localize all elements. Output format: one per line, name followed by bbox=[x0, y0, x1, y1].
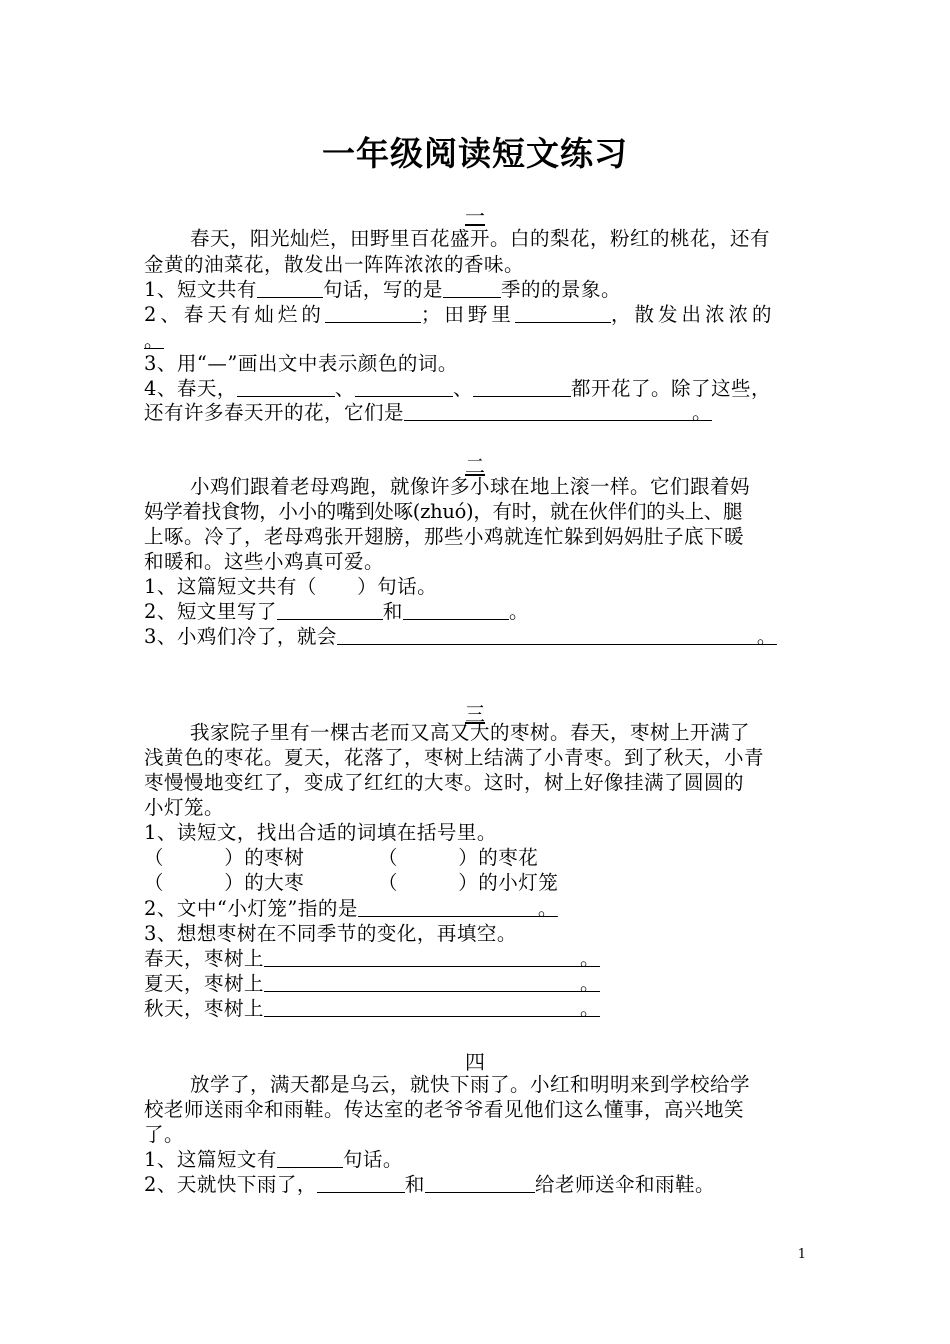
question-2-3 bbox=[144, 624, 777, 650]
section-heading-1: 一 bbox=[465, 204, 485, 228]
passage-line: 小灯笼。 bbox=[144, 796, 225, 819]
answer-blank[interactable] bbox=[277, 1147, 343, 1168]
pair-item: （ ）的大枣 bbox=[144, 871, 305, 894]
question-text: 。 bbox=[580, 972, 601, 995]
question-text: 句话，写的是 bbox=[322, 278, 443, 301]
question-text: 。 bbox=[537, 897, 558, 920]
question-text: 都开花了。除了这些， bbox=[570, 377, 771, 400]
section-heading-3: 三 bbox=[465, 702, 485, 726]
answer-blank[interactable] bbox=[355, 376, 453, 397]
passage-line: 校老师送雨伞和雨鞋。传达室的老爷爷看见他们这么懂事，高兴地笑 bbox=[144, 1098, 745, 1121]
pair-item: （ ）的枣树 bbox=[144, 846, 305, 869]
question-text: 春天，枣树上 bbox=[144, 947, 265, 970]
question-1-4-cont bbox=[144, 400, 712, 426]
fill-line bbox=[144, 971, 600, 997]
answer-blank[interactable] bbox=[515, 302, 611, 323]
question-4-2 bbox=[144, 1172, 715, 1198]
section-heading-2: 二 bbox=[465, 454, 485, 478]
question-3-3: 3、想想枣树在不同季节的变化，再填空。 bbox=[144, 922, 517, 945]
answer-blank[interactable] bbox=[337, 624, 757, 645]
question-text: 。 bbox=[144, 329, 165, 352]
answer-blank[interactable] bbox=[277, 599, 383, 620]
question-text: 2、春天有灿烂的 bbox=[144, 303, 325, 326]
question-text: ；田野里 bbox=[420, 303, 515, 326]
question-text: 秋天，枣树上 bbox=[144, 997, 265, 1020]
question-text: ，散发出浓浓的 bbox=[610, 303, 776, 326]
question-text: 。 bbox=[508, 600, 529, 623]
question-text: 3、小鸡们冷了，就会 bbox=[144, 625, 337, 648]
answer-blank[interactable] bbox=[264, 996, 580, 1017]
passage-line: 浅黄色的枣花。夏天，花落了，枣树上结满了小青枣。到了秋天，小青 bbox=[144, 746, 765, 769]
passage-line: 了。 bbox=[144, 1123, 185, 1146]
answer-blank[interactable] bbox=[443, 277, 501, 298]
question-2-2 bbox=[144, 599, 529, 625]
answer-blank[interactable] bbox=[317, 1172, 405, 1193]
question-text: 2、短文里写了 bbox=[144, 600, 277, 623]
pair-item: （ ）的枣花 bbox=[378, 846, 539, 869]
passage-line: 小鸡们跟着老母鸡跑，就像许多小球在地上滚一样。它们跟着妈 bbox=[190, 475, 751, 498]
question-text: 2、天就快下雨了， bbox=[144, 1173, 317, 1196]
question-text: 1、短文共有 bbox=[144, 278, 257, 301]
question-text: 、 bbox=[334, 377, 355, 400]
answer-blank[interactable] bbox=[325, 302, 421, 323]
answer-blank[interactable] bbox=[257, 277, 323, 298]
question-text: 1、这篇短文有 bbox=[144, 1148, 277, 1171]
question-3-1: 1、读短文，找出合适的词填在括号里。 bbox=[144, 821, 497, 844]
question-1-4 bbox=[144, 376, 771, 402]
passage-line: 我家院子里有一棵古老而又高又大的枣树。春天，枣树上开满了 bbox=[190, 721, 751, 744]
pair-item: （ ）的小灯笼 bbox=[378, 871, 559, 894]
question-text: 夏天，枣树上 bbox=[144, 972, 265, 995]
question-text: 。 bbox=[756, 625, 777, 648]
page-title: 一年级阅读短文练习 bbox=[322, 134, 628, 173]
passage-line: 和暖和。这些小鸡真可爱。 bbox=[144, 550, 385, 573]
question-3-2 bbox=[144, 896, 558, 922]
question-1-3: 3、用“—”画出文中表示颜色的词。 bbox=[144, 352, 458, 375]
answer-blank[interactable] bbox=[473, 376, 571, 397]
passage-line: 放学了，满天都是乌云，就快下雨了。小红和明明来到学校给学 bbox=[190, 1073, 751, 1096]
answer-blank[interactable] bbox=[264, 946, 580, 967]
question-text: 。 bbox=[692, 401, 713, 424]
passage-line: 枣慢慢地变红了，变成了红红的大枣。这时，树上好像挂满了圆圆的 bbox=[144, 771, 745, 794]
question-text: 。 bbox=[580, 947, 601, 970]
question-text: 季的的景象。 bbox=[500, 278, 621, 301]
question-text: 。 bbox=[580, 997, 601, 1020]
question-4-1 bbox=[144, 1147, 403, 1173]
passage-line: 妈学着找食物，小小的嘴到处啄(zhuó)，有时，就在伙伴们的头上、腿 bbox=[144, 500, 743, 523]
question-1-2 bbox=[144, 302, 775, 328]
question-text: 还有许多春天开的花，它们是 bbox=[144, 401, 405, 424]
question-text: 4、春天， bbox=[144, 377, 237, 400]
answer-blank[interactable] bbox=[264, 971, 580, 992]
answer-blank[interactable] bbox=[403, 599, 509, 620]
passage-line: 上啄。冷了，老母鸡张开翅膀，那些小鸡就连忙躲到妈妈肚子底下暖 bbox=[144, 525, 745, 548]
question-2-1: 1、这篇短文共有（ ）句话。 bbox=[144, 575, 438, 598]
question-text: 2、文中“小灯笼”指的是 bbox=[144, 897, 358, 920]
question-text: 给老师送伞和雨鞋。 bbox=[534, 1173, 715, 1196]
answer-blank[interactable] bbox=[358, 896, 538, 917]
passage-line: 金黄的油菜花，散发出一阵阵浓浓的香味。 bbox=[144, 253, 525, 276]
answer-blank[interactable] bbox=[404, 400, 692, 421]
question-text: 句话。 bbox=[342, 1148, 403, 1171]
page-number: 1 bbox=[797, 1247, 806, 1262]
fill-line bbox=[144, 946, 600, 972]
question-text: 、 bbox=[452, 377, 473, 400]
question-text: 和 bbox=[404, 1173, 425, 1196]
question-1-1 bbox=[144, 277, 621, 303]
section-heading-4: 四 bbox=[465, 1050, 485, 1074]
passage-line: 春天，阳光灿烂，田野里百花盛开。白的梨花，粉红的桃花，还有 bbox=[190, 227, 771, 250]
question-text: 和 bbox=[382, 600, 403, 623]
fill-line bbox=[144, 996, 600, 1022]
answer-blank[interactable] bbox=[425, 1172, 535, 1193]
answer-blank[interactable] bbox=[237, 376, 335, 397]
